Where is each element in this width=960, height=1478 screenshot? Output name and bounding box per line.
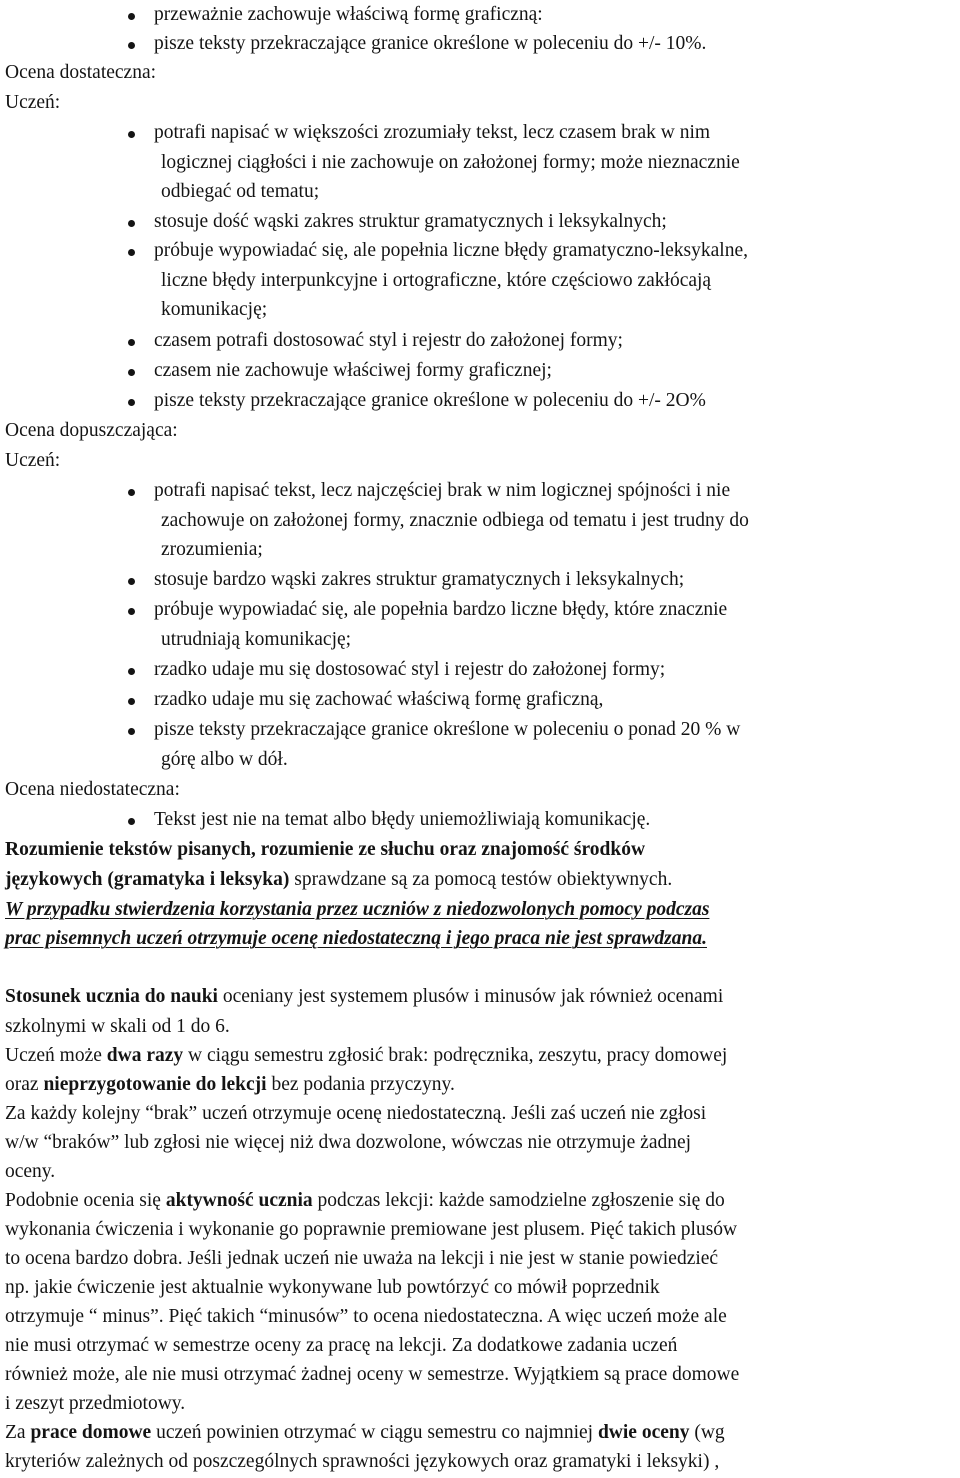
bullet-icon <box>128 339 135 346</box>
unprepared-paragraph-line <box>5 1070 455 1100</box>
list-item: próbuje wypowiadać się, ale popełnia bardzo liczne błędy, które znacznie <box>154 599 728 620</box>
bullet-icon <box>128 369 135 376</box>
text: Za <box>5 1422 31 1443</box>
bullet-icon <box>128 399 135 406</box>
bullet-icon <box>128 131 135 138</box>
list-item: przeważnie zachowuje właściwą formę graficzną: <box>154 4 543 25</box>
text: Podobnie ocenia się <box>5 1190 166 1211</box>
missing-paragraph: w/w “braków” lub zgłosi nie więcej niż dwa dozwolone, wówczas nie otrzymuje żadnej <box>5 1132 692 1153</box>
activity-paragraph <box>5 1186 725 1216</box>
text: Uczeń może <box>5 1045 107 1066</box>
grade-heading-niedostateczna: Ocena niedostateczna: <box>5 779 180 800</box>
list-item: czasem nie zachowuje właściwej formy graficznej; <box>154 360 552 381</box>
missing-paragraph: oceny. <box>5 1161 56 1182</box>
bullet-icon <box>128 489 135 496</box>
bullet-icon <box>128 578 135 585</box>
comprehension-bold: językowych (gramatyka i leksyka) <box>5 869 290 890</box>
homework-paragraph: kryteriów zależnych od poszczególnych sprawności językowych oraz gramatyki i leksyki) , <box>5 1451 720 1472</box>
bullet-icon <box>128 249 135 256</box>
bullet-icon <box>128 728 135 735</box>
list-item-continuation: komunikację; <box>161 299 268 320</box>
cheating-notice: W przypadku stwierdzenia korzystania przez uczniów z niedozwolonych pomocy podczas <box>5 899 710 920</box>
bold-text: dwa razy <box>106 1045 184 1066</box>
list-item: pisze teksty przekraczające granice określone w poleceniu do +/- 10%. <box>154 33 707 54</box>
activity-paragraph: otrzymuje “ minus”. Pięć takich “minusów” to ocena niedostateczna. A więc uczeń może ale <box>5 1306 727 1327</box>
grade-heading-dostateczna: Ocena dostateczna: <box>5 62 157 83</box>
comprehension-heading: Rozumienie tekstów pisanych, rozumienie ze słuchu oraz znajomość środków <box>5 839 646 860</box>
list-item-continuation: zachowuje on założonej formy, znacznie odbiega od tematu i jest trudny do <box>161 510 749 531</box>
attitude-text: oceniany jest systemem plusów i minusów jak również ocenami <box>217 986 724 1007</box>
bullet-icon <box>128 220 135 227</box>
text: uczeń powinien otrzymać w ciągu semestru co najmniej <box>151 1422 598 1443</box>
list-item: próbuje wypowiadać się, ale popełnia liczne błędy gramatyczno-leksykalne, <box>154 240 748 261</box>
list-item: pisze teksty przekraczające granice określone w poleceniu o ponad 20 % w <box>154 719 741 740</box>
bold-text: dwie oceny <box>597 1422 690 1443</box>
list-item: stosuje bardzo wąski zakres struktur gramatycznych i leksykalnych; <box>154 569 685 590</box>
list-item: potrafi napisać tekst, lecz najczęściej brak w nim logicznej spójności i nie <box>154 480 731 501</box>
list-item: rzadko udaje mu się zachować właściwą formę graficzną, <box>154 689 604 710</box>
list-item: czasem potrafi dostosować styl i rejestr do założonej formy; <box>154 330 623 351</box>
list-item-continuation: utrudniają komunikację; <box>161 629 352 650</box>
list-item-continuation: liczne błędy interpunkcyjne i ortograficzne, które częściowo zakłócają <box>161 270 712 291</box>
activity-paragraph: nie musi otrzymać w semestrze oceny za pracę na lekcji. Za dodatkowe zadania uczeń <box>5 1335 678 1356</box>
list-item: pisze teksty przekraczające granice określone w poleceniu do +/- 2O% <box>154 390 706 411</box>
list-item: Tekst jest nie na temat albo błędy uniemożliwiają komunikację. <box>154 809 651 830</box>
list-item-continuation: logicznej ciągłości i nie zachowuje on założonej formy; może nieznacznie <box>161 152 740 173</box>
bullet-icon <box>128 818 135 825</box>
list-item-continuation: górę albo w dół. <box>161 749 288 770</box>
bullet-icon <box>128 13 135 20</box>
bold-text: aktywność ucznia <box>165 1190 313 1211</box>
bullet-icon <box>128 668 135 675</box>
list-item-continuation: odbiegać od tematu; <box>161 181 320 202</box>
text: w ciągu semestru zgłosić brak: podręcznika, zeszytu, pracy domowej <box>183 1045 728 1066</box>
cheating-notice: prac pisemnych uczeń otrzymuje ocenę niedostateczną i jego praca nie jest sprawdzana. <box>5 928 707 949</box>
bullet-icon <box>128 608 135 615</box>
text: (wg <box>689 1422 725 1443</box>
comprehension-line <box>5 865 672 895</box>
list-item: rzadko udaje mu się dostosować styl i rejestr do założonej formy; <box>154 659 666 680</box>
student-label: Uczeń: <box>5 450 61 471</box>
comprehension-text: sprawdzane są za pomocą testów obiektywnych. <box>289 869 673 890</box>
activity-paragraph: wykonania ćwiczenia i wykonanie go poprawnie premiowane jest plusem. Pięć takich plusów <box>5 1219 738 1240</box>
list-item: potrafi napisać w większości zrozumiały tekst, lecz czasem brak w nim <box>154 122 711 143</box>
bullet-icon <box>128 698 135 705</box>
attitude-paragraph <box>5 982 723 1012</box>
activity-paragraph: i zeszyt przedmiotowy. <box>5 1393 186 1414</box>
attitude-paragraph-line: szkolnymi w skali od 1 do 6. <box>5 1016 230 1037</box>
activity-paragraph: również może, ale nie musi otrzymać żadnej oceny w semestrze. Wyjątkiem są prace domowe <box>5 1364 740 1385</box>
missing-paragraph: Za każdy kolejny “brak” uczeń otrzymuje ocenę niedostateczną. Jeśli zaś uczeń nie zgłosi <box>5 1103 707 1124</box>
attitude-bold: Stosunek ucznia do nauki <box>5 986 218 1007</box>
bold-text: nieprzygotowanie do lekcji <box>43 1074 267 1095</box>
text: podczas lekcji: każde samodzielne zgłoszenie się do <box>312 1190 725 1211</box>
activity-paragraph: np. jakie ćwiczenie jest aktualnie wykonywane lub powtórzyć co mówił poprzednik <box>5 1277 660 1298</box>
text: bez podania przyczyny. <box>266 1074 455 1095</box>
list-item: stosuje dość wąski zakres struktur gramatycznych i leksykalnych; <box>154 211 667 232</box>
text: oraz <box>5 1074 44 1095</box>
unprepared-paragraph <box>5 1041 727 1071</box>
activity-paragraph: to ocena bardzo dobra. Jeśli jednak uczeń nie uważa na lekcji i nie jest w stanie powiedzieć <box>5 1248 719 1269</box>
bullet-icon <box>128 42 135 49</box>
bold-text: prace domowe <box>30 1422 152 1443</box>
grade-heading-dopuszczajaca: Ocena dopuszczająca: <box>5 420 178 441</box>
list-item-continuation: zrozumienia; <box>161 539 263 560</box>
homework-paragraph <box>5 1418 725 1448</box>
student-label: Uczeń: <box>5 92 61 113</box>
